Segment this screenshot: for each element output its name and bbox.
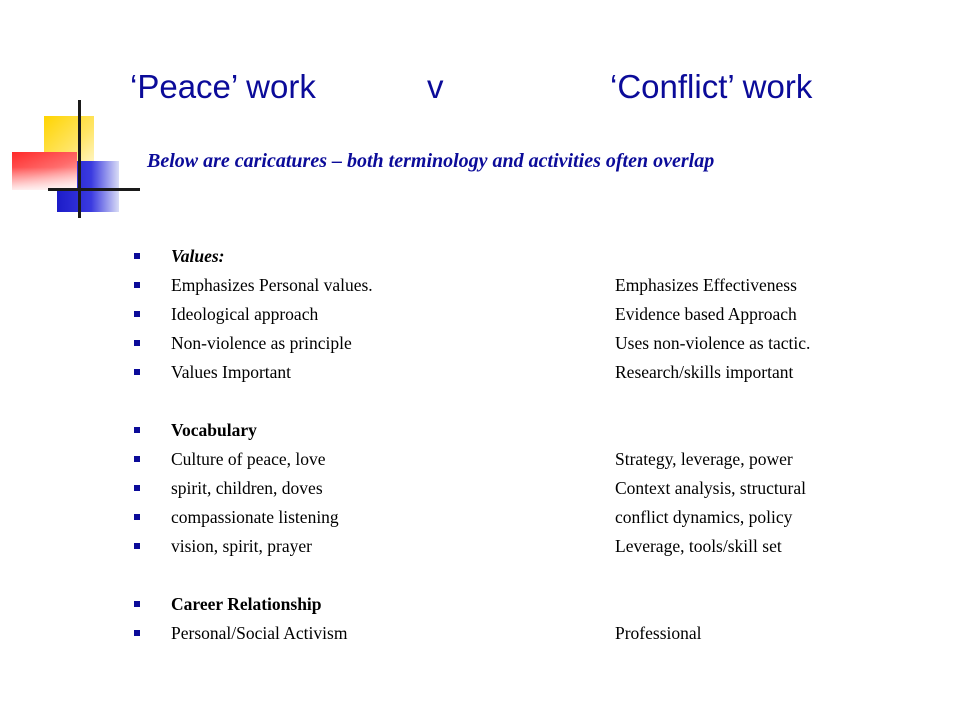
- section-heading-values: [134, 246, 914, 275]
- conflict-cell: Research/skills important: [615, 362, 794, 382]
- list-item: [134, 449, 914, 478]
- slide-title: [0, 68, 960, 114]
- bullet-icon: [134, 340, 140, 346]
- section-heading-label: Vocabulary: [171, 420, 257, 440]
- title-peace-work: ‘Peace’ work: [130, 68, 316, 105]
- conflict-cell: Uses non-violence as tactic.: [615, 333, 811, 353]
- slide-subtitle: Below are caricatures – both terminology and activities often overlap: [147, 150, 715, 172]
- list-item: [134, 507, 914, 536]
- peace-cell: Emphasizes Personal values.: [171, 275, 373, 295]
- peace-cell: Values Important: [171, 362, 292, 382]
- conflict-cell: Evidence based Approach: [615, 304, 797, 324]
- conflict-cell: Leverage, tools/skill set: [615, 536, 782, 556]
- conflict-cell: Strategy, leverage, power: [615, 449, 793, 469]
- conflict-cell: Context analysis, structural: [615, 478, 807, 498]
- decorative-corner-graphic: [0, 0, 140, 230]
- vertical-rule-decoration: [78, 100, 81, 218]
- section-spacer: [134, 565, 914, 594]
- conflict-cell: Professional: [615, 623, 702, 643]
- peace-cell: Culture of peace, love: [171, 449, 326, 469]
- peace-cell: Non-violence as principle: [171, 333, 352, 353]
- peace-cell: Ideological approach: [171, 304, 319, 324]
- list-item: [134, 304, 914, 333]
- bullet-icon: [134, 369, 140, 375]
- bullet-icon: [134, 630, 140, 636]
- title-versus: v: [427, 68, 444, 105]
- bullet-icon: [134, 427, 140, 433]
- list-item: [134, 478, 914, 507]
- bullet-icon: [134, 485, 140, 491]
- list-item: [134, 362, 914, 391]
- horizontal-rule-decoration: [48, 188, 140, 191]
- peace-cell: Personal/Social Activism: [171, 623, 348, 643]
- peace-cell: vision, spirit, prayer: [171, 536, 312, 556]
- peace-cell: spirit, children, doves: [171, 478, 323, 498]
- bullet-icon: [134, 456, 140, 462]
- section-heading-career: [134, 594, 914, 623]
- conflict-cell: Emphasizes Effectiveness: [615, 275, 797, 295]
- list-item: [134, 536, 914, 565]
- bullet-icon: [134, 543, 140, 549]
- bullet-icon: [134, 601, 140, 607]
- list-item: [134, 333, 914, 362]
- bullet-icon: [134, 514, 140, 520]
- comparison-list: [134, 246, 914, 652]
- peace-cell: compassionate listening: [171, 507, 339, 527]
- section-spacer: [134, 391, 914, 420]
- section-heading-label: Values:: [171, 246, 225, 266]
- section-heading-vocabulary: [134, 420, 914, 449]
- list-item: [134, 623, 914, 652]
- red-square-fade: [12, 152, 77, 190]
- bullet-icon: [134, 253, 140, 259]
- bullet-icon: [134, 311, 140, 317]
- title-conflict-work: ‘Conflict’ work: [610, 68, 813, 105]
- section-heading-label: Career Relationship: [171, 594, 322, 614]
- bullet-icon: [134, 282, 140, 288]
- list-item: [134, 275, 914, 304]
- conflict-cell: conflict dynamics, policy: [615, 507, 793, 527]
